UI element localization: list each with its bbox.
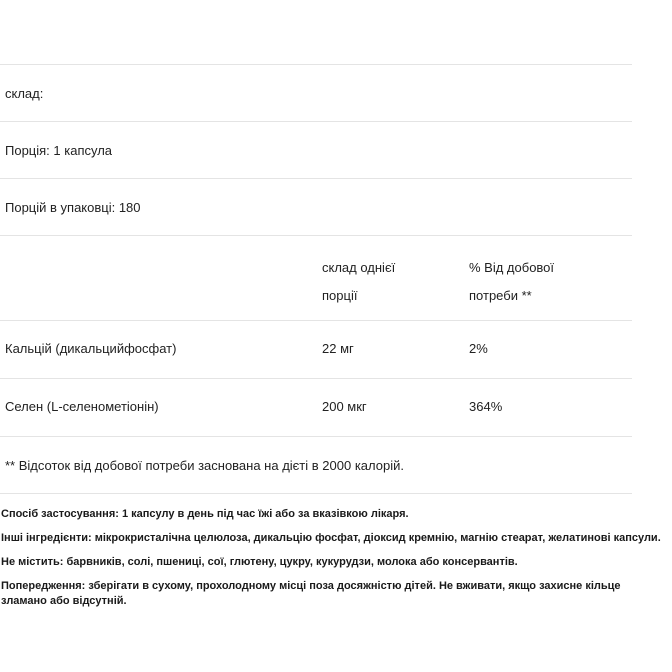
warning-note: Попередження: зберігати в сухому, прохолодному місці поза досяжністю дітей. Не вживати, якщо захисне кільце зламано або відсутній. bbox=[1, 580, 621, 607]
table-header-row bbox=[0, 235, 632, 320]
serving-size: Порція: 1 капсула bbox=[5, 143, 113, 158]
amount-header-line1: склад однієї bbox=[322, 260, 396, 275]
nutrient-amount: 22 мг bbox=[322, 341, 354, 356]
other-ingredients-note: Інші інгредієнти: мікрокристалічна целюлоза, дикальцію фосфат, діоксид кремнію, магнію стеарат, желатинові капсули. bbox=[1, 532, 661, 544]
servings-per-pack-row bbox=[0, 178, 632, 235]
nutrient-daily-value: 364% bbox=[469, 399, 503, 414]
supplement-facts-table bbox=[0, 64, 632, 494]
table-row bbox=[0, 378, 632, 436]
amount-per-serving-header bbox=[322, 254, 395, 310]
servings-per-pack: Порцій в упаковці: 180 bbox=[5, 200, 141, 215]
daily-header-line2: потреби ** bbox=[469, 288, 532, 303]
composition-label: склад: bbox=[5, 86, 44, 101]
usage-note: Спосіб застосування: 1 капсулу в день під час їжі або за вказівкою лікаря. bbox=[1, 508, 409, 520]
nutrient-name: Кальцій (дикальцийфосфат) bbox=[5, 341, 177, 356]
composition-row bbox=[0, 64, 632, 121]
footnote-row bbox=[0, 436, 632, 494]
nutrient-daily-value: 2% bbox=[469, 341, 488, 356]
table-row bbox=[0, 320, 632, 378]
amount-header-line2: порції bbox=[322, 288, 358, 303]
footnote: ** Відсоток від добової потреби заснована на дієті в 2000 калорій. bbox=[5, 458, 404, 473]
daily-value-header bbox=[469, 254, 554, 310]
nutrient-name: Селен (L-селенометіонін) bbox=[5, 399, 159, 414]
product-notes bbox=[1, 507, 669, 609]
serving-row bbox=[0, 121, 632, 178]
daily-header-line1: % Від добової bbox=[469, 260, 555, 275]
nutrient-amount: 200 мкг bbox=[322, 399, 367, 414]
free-from-note: Не містить: барвників, солі, пшениці, сої, глютену, цукру, кукурудзи, молока або консервантів. bbox=[1, 556, 518, 568]
